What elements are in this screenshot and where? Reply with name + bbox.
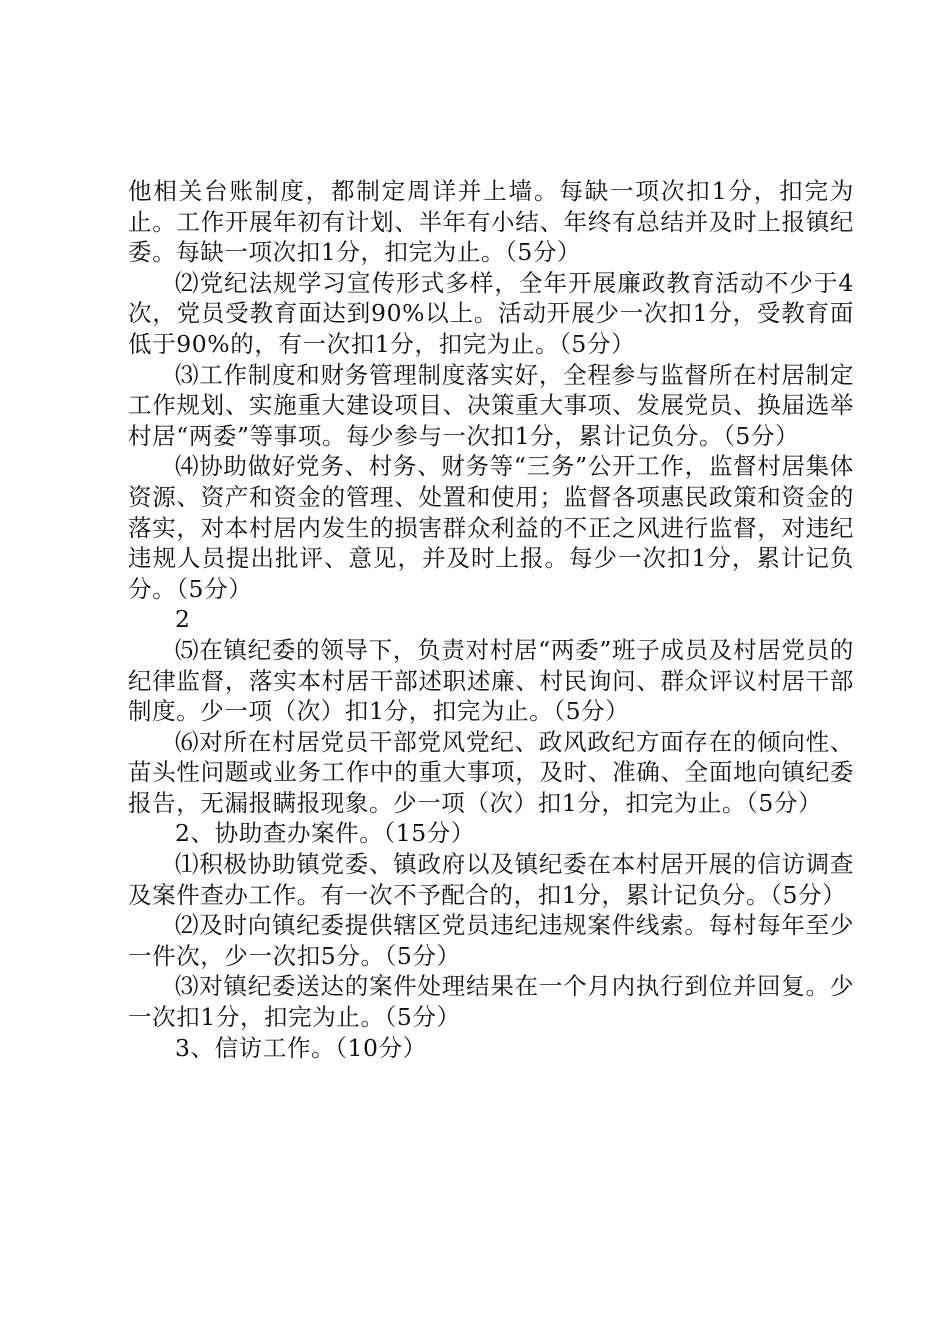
page-number: 2 [175,605,190,634]
paragraph-regulations-continued: 他相关台账制度，都制定周详并上墙。每缺一项次扣1分，扣完为止。工作开展年初有计划、半年有小结、年终有总结并及时上报镇纪委。每缺一项次扣1分，扣完为止。（5分） [128,177,854,267]
paragraph-case-item-1: ⑴积极协助镇党委、镇政府以及镇纪委在本村居开展的信访调查及案件查办工作。有一次不予配合的，扣1分，累计记负分。（5分） [128,850,854,909]
paragraph-item-6-reporting: ⑹对所在村居党员干部党风党纪、政风政纪方面存在的倾向性、苗头性问题或业务工作中的重大事项，及时、准确、全面地向镇纪委报告，无漏报瞒报现象。少一项（次）扣1分，扣完为止。（5分） [128,727,854,817]
paragraph-item-4-public-affairs: ⑷协助做好党务、村务、财务等“三务”公开工作，监督村居集体资源、资产和资金的管理、处置和使用；监督各项惠民政策和资金的落实，对本村居内发生的损害群众利益的不正之风进行监督，对违纪违规人员提出批评、意见，并及时上报。每少一次扣1分，累计记负分。（5分） [128,452,854,603]
section-heading-case-handling: 2、协助查办案件。（15分） [175,819,476,848]
section-heading-petition-work: 3、信访工作。（10分） [175,1033,427,1062]
paragraph-item-2-party-education: ⑵党纪法规学习宣传形式多样，全年开展廉政教育活动不少于4次，党员受教育面达到90%以上。活动开展少一次扣1分，受教育面低于90%的，有一次扣1分，扣完为止。（5分） [128,268,854,358]
document-body [128,176,854,1063]
paragraph-item-5-discipline-supervision: ⑸在镇纪委的领导下，负责对村居“两委”班子成员及村居党员的纪律监督，落实本村居干部述职述廉、村民询问、群众评议村居干部制度。少一项（次）扣1分，扣完为止。（5分） [128,635,854,726]
paragraph-case-item-3: ⑶对镇纪委送达的案件处理结果在一个月内执行到位并回复。少一次扣1分，扣完为止。（5分） [128,972,854,1032]
paragraph-item-3-work-system: ⑶工作制度和财务管理制度落实好，全程参与监督所在村居制定工作规划、实施重大建设项目、决策重大事项、发展党员、换届选举村居“两委”等事项。每少参与一次扣1分，累计记负分。（5分） [128,360,854,450]
paragraph-case-item-2: ⑵及时向镇纪委提供辖区党员违纪违规案件线索。每村每年至少一件次，少一次扣5分。（5分） [128,911,854,970]
